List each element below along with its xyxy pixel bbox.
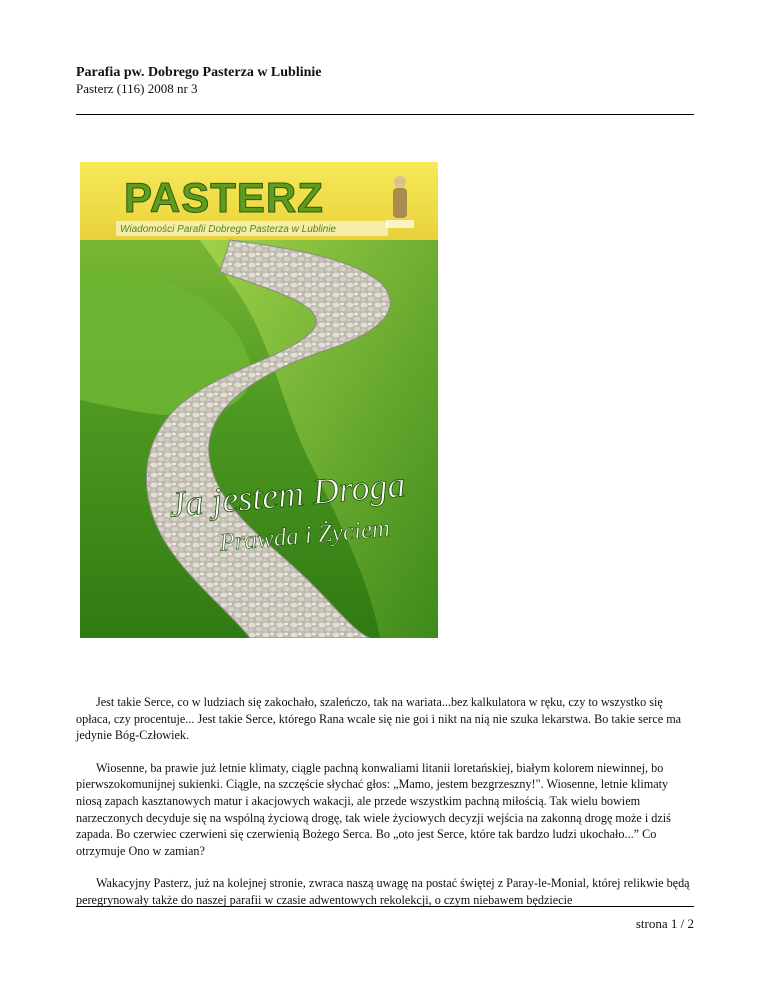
paragraph-1: Jest takie Serce, co w ludziach się zakochało, szaleńczo, tak na wariata...bez kalkulatora w ręku, czy to wszystko się opłaca, czy procentuje... Jest takie Serce, którego Rana wcale się nie goi i nikt na nią nie szuka lekarstwa. Bo takie serce ma jedynie Bóg-Człowiek. <box>76 695 682 743</box>
parish-title: Parafia pw. Dobrego Pasterza w Lublinie <box>76 65 322 80</box>
issue-subtitle: Pasterz (116) 2008 nr 3 <box>76 81 198 96</box>
cover-headline-2: Prawda i Życiem <box>218 514 392 557</box>
document-header <box>76 64 322 97</box>
footer-rule <box>76 906 694 907</box>
paragraph-3: Wakacyjny Pasterz, już na kolejnej stronie, zwraca naszą uwagę na postać świętej z Paray-le-Monial, której relikwie będą peregrynowały także do naszej parafii w czasie adwentowych rekolekcji, o czym niebawem będziecie <box>76 876 690 907</box>
header-rule <box>76 114 694 115</box>
paragraph-2: Wiosenne, ba prawie już letnie klimaty, ciągle pachną konwaliami litanii loretańskiej, białym kolorem niewinnej, bo pierwszokomunijnej sukienki. Ciągle, na szczęście słychać głos: „Mamo, jestem bezgrzeszny!". Wiosenne, letnie klimaty niosą zapach kasztanowych matur i akacjowych wakacji, ale przede wszystkim pachną miłością. Tak wielu bowiem narzeczonych decyduje się na wspólną życiową drogę, tak wiele życiowych decyzji wejścia na zakonną drogę może i dziś zapada. Bo czerwiec czerwieni się czerwienią Bożego Serca. Bo „oto jest Serce, które tak bardzo ludzi ukochało...” Co otrzymuje Ono w zamian? <box>76 760 671 858</box>
article-body <box>76 694 694 925</box>
cover-masthead: PASTERZ <box>124 174 324 221</box>
page-number: strona 1 / 2 <box>635 916 694 931</box>
magazine-cover-image <box>80 162 438 638</box>
cover-tagline: Wiadomości Parafii Dobrego Pasterza w Lublinie <box>120 224 337 235</box>
cover-headline-1: Ja jestem Droga <box>167 464 407 525</box>
